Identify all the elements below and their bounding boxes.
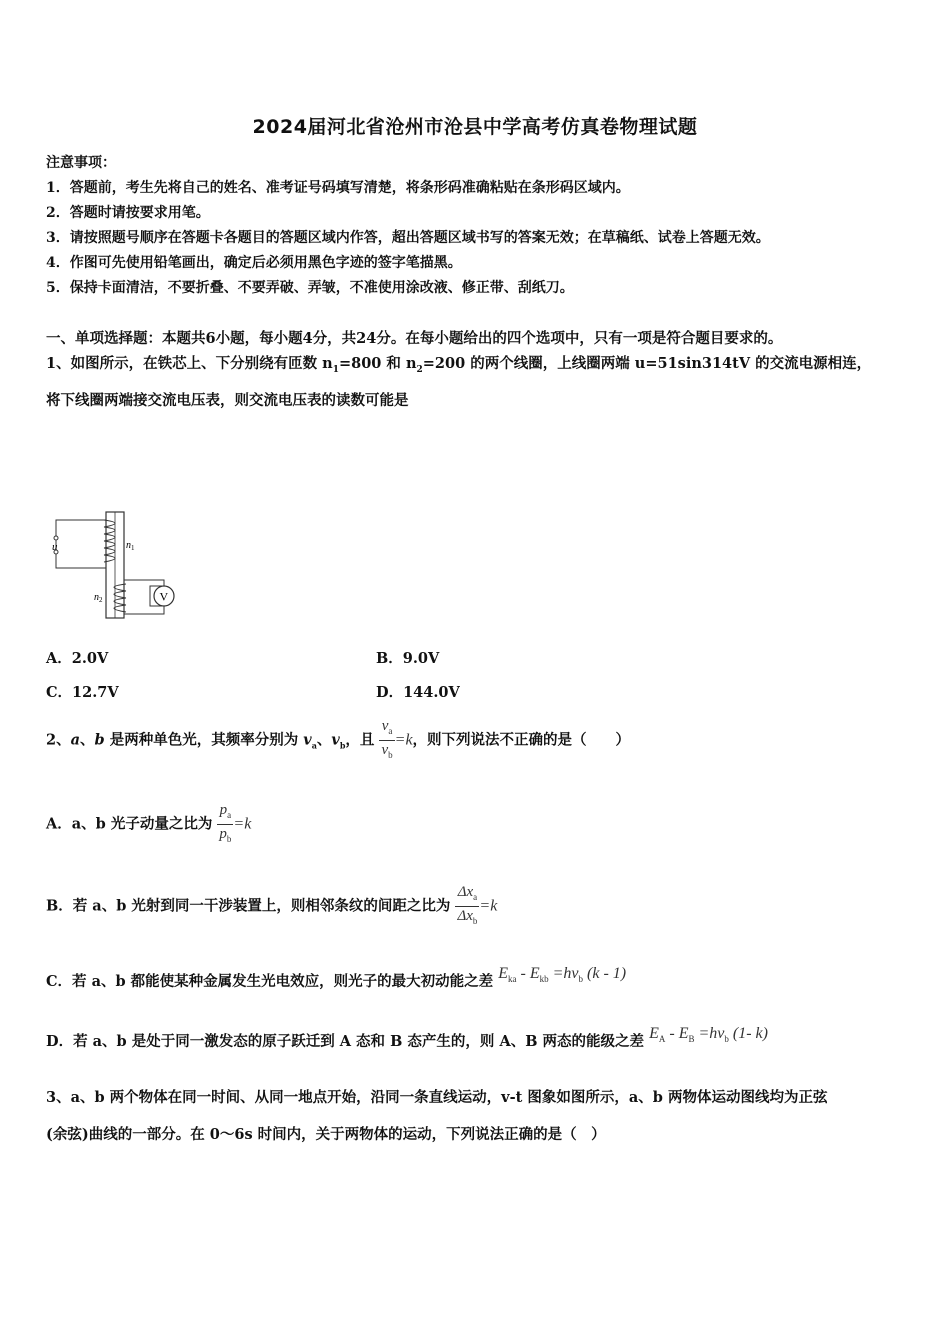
q1-option-d[interactable]: D．144.0V <box>376 684 460 701</box>
notice-item-5: 5．保持卡面清洁，不要折叠、不要弄破、弄皱，不准使用涂改液、修正带、刮纸刀。 <box>46 280 574 296</box>
q2-option-d[interactable]: D．若 a、b 是处于同一激发态的原子跃迁到 A 态和 B 态产生的，则 A、B 两态的能级之差 $E_A - E_B =hv_b$ (1- k) <box>46 1025 768 1050</box>
notice-item-3: 3．请按照题号顺序在答题卡各题目的答题区域内作答，超出答题区域书写的答案无效；在草稿纸、试卷上答题无效。 <box>46 230 770 246</box>
q3-stem-line1: 3、a、b 两个物体在同一时间、从同一地点开始，沿同一条直线运动，v-t 图象如图所示，a、b 两物体运动图线均为正弦 <box>46 1089 828 1106</box>
q2-ratio-fraction: $\frac{v_a}{v_b}$ <box>381 718 393 760</box>
q1-stem-line2: 将下线圈两端接交流电压表，则交流电压表的读数可能是 <box>46 392 409 409</box>
notice-item-2: 2．答题时请按要求用笔。 <box>46 205 210 221</box>
page-title: 2024届河北省沧州市沧县中学高考仿真卷物理试题 <box>252 116 698 138</box>
notice-item-1: 1．答题前，考生先将自己的姓名、准考证号码填写清楚，将条形码准确粘贴在条形码区域内。 <box>46 180 630 196</box>
notice-item-4: 4．作图可先使用铅笔画出，确定后必须用黑色字迹的签字笔描黑。 <box>46 255 462 271</box>
primary-terminal-top <box>54 536 58 540</box>
q1-option-b[interactable]: B．9.0V <box>376 650 440 667</box>
q3-stem-line2: (余弦)曲线的一部分。在 0～6s 时间内，关于两物体的运动，下列说法正确的是（ ） <box>46 1126 606 1143</box>
q2-option-b[interactable]: B．若 a、b 光射到同一干涉装置上，则相邻条纹的间距之比为 $\frac{\Delta x_a}{\Delta x_b}$ =k <box>46 884 498 926</box>
q2-stem: 2、a、b 是两种单色光，其频率分别为 $v_a$、$v_b$，且 $\frac{v_a}{v_b}$ =k，则下列说法不正确的是（ ） <box>46 718 630 763</box>
primary-circuit-wire <box>56 520 106 568</box>
secondary-wire-bottom <box>124 606 164 614</box>
transformer-figure <box>44 508 184 624</box>
notice-heading: 注意事项： <box>46 155 116 171</box>
label-u: u <box>52 541 58 553</box>
q1-option-a[interactable]: A．2.0V <box>46 650 109 667</box>
section-heading: 一、单项选择题：本题共6小题，每小题4分，共24分。在每小题给出的四个选项中，只有一项是符合题目要求的。 <box>46 330 783 347</box>
secondary-wire-top <box>124 580 164 586</box>
voltmeter-label: V <box>159 589 169 604</box>
q1-option-c[interactable]: C．12.7V <box>46 684 119 701</box>
label-n1: $n_1$ <box>126 540 135 552</box>
q2-option-a[interactable]: A．a、b 光子动量之比为 $\frac{p_a}{p_b}$ =k <box>46 802 252 844</box>
label-n2: $n_2$ <box>94 592 103 604</box>
q2-option-c[interactable]: C．若 a、b 都能使某种金属发生光电效应，则光子的最大初动能之差 $E_{ka} - E_{kb} =hv_b$ (k - 1) <box>46 965 627 990</box>
q1-stem-line1: 1、如图所示，在铁芯上、下分别绕有匝数 $n_1=800$ 和 $n_2=200$ 的两个线圈，上线圈两端 u=51sin314tV 的交流电源相连， <box>46 355 872 375</box>
